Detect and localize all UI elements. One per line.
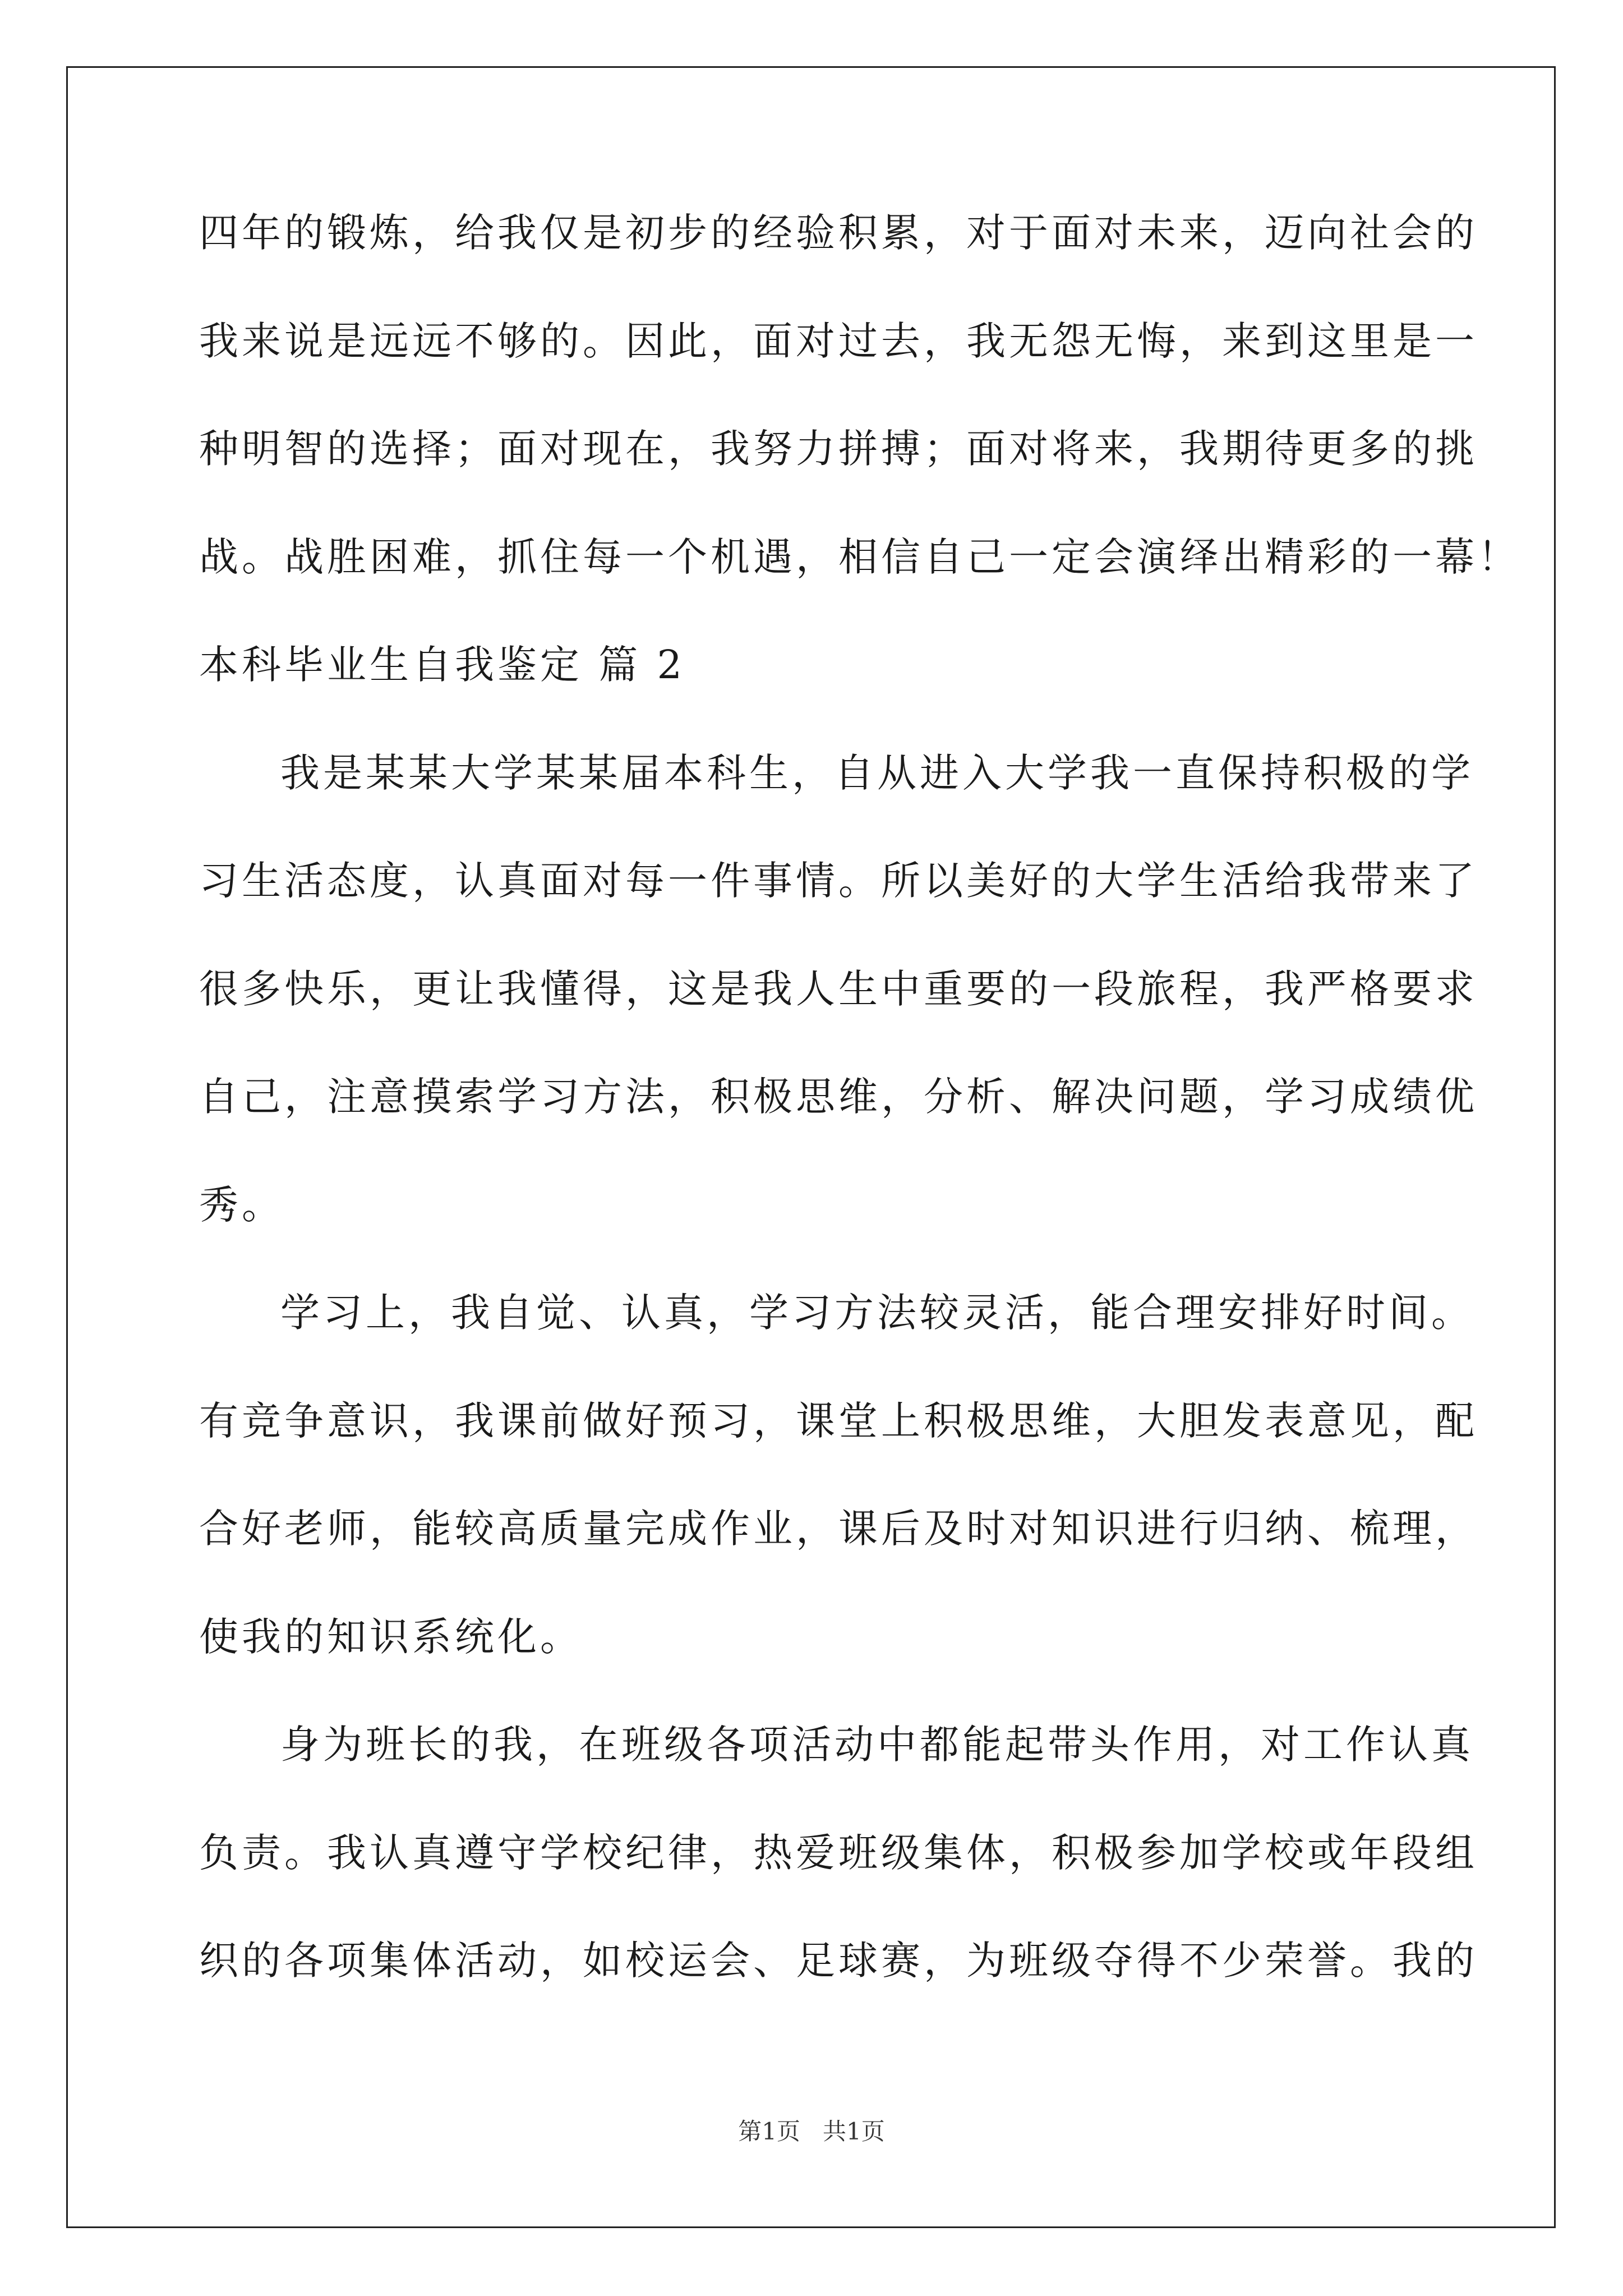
text-line: 有竞争意识，我课前做好预习，课堂上积极思维，大胆发表意见，配 <box>199 1397 1478 1444</box>
section-heading: 本科毕业生自我鉴定 篇 2 <box>199 642 686 688</box>
text-line: 织的各项集体活动，如校运会、足球赛，为班级夺得不少荣誉。我的 <box>199 1938 1478 1984</box>
page-number-footer: 第1页 共1页 <box>738 2118 885 2145</box>
text-line: 合好老师，能较高质量完成作业，课后及时对知识进行归纳、梳理， <box>199 1506 1478 1552</box>
text-line: 负责。我认真遵守学校纪律，热爱班级集体，积极参加学校或年段组 <box>199 1829 1478 1876</box>
paragraph-first-line: 学习上，我自觉、认真，学习方法较灵活，能合理安排好时间。 <box>280 1290 1474 1336</box>
document-body <box>199 210 1520 2049</box>
text-line: 秀。 <box>199 1181 284 1228</box>
text-line: 四年的锻炼，给我仅是初步的经验积累，对于面对未来，迈向社会的 <box>199 210 1478 256</box>
text-line: 很多快乐，更让我懂得，这是我人生中重要的一段旅程，我严格要求 <box>199 965 1478 1012</box>
text-line: 使我的知识系统化。 <box>199 1613 583 1660</box>
text-line: 种明智的选择；面对现在，我努力拼搏；面对将来，我期待更多的挑 <box>199 426 1478 472</box>
paragraph-first-line: 我是某某大学某某届本科生，自从进入大学我一直保持积极的学 <box>280 749 1474 796</box>
paragraph-first-line: 身为班长的我，在班级各项活动中都能起带头作用，对工作认真 <box>280 1722 1474 1768</box>
text-line: 我来说是远远不够的。因此，面对过去，我无怨无悔，来到这里是一 <box>199 318 1478 364</box>
text-line: 习生活态度，认真面对每一件事情。所以美好的大学生活给我带来了 <box>199 858 1478 904</box>
text-line: 自己，注意摸索学习方法，积极思维，分析、解决问题，学习成绩优 <box>199 1074 1478 1120</box>
text-line: 战。战胜困难，抓住每一个机遇，相信自己一定会演绎出精彩的一幕！ <box>199 533 1520 580</box>
